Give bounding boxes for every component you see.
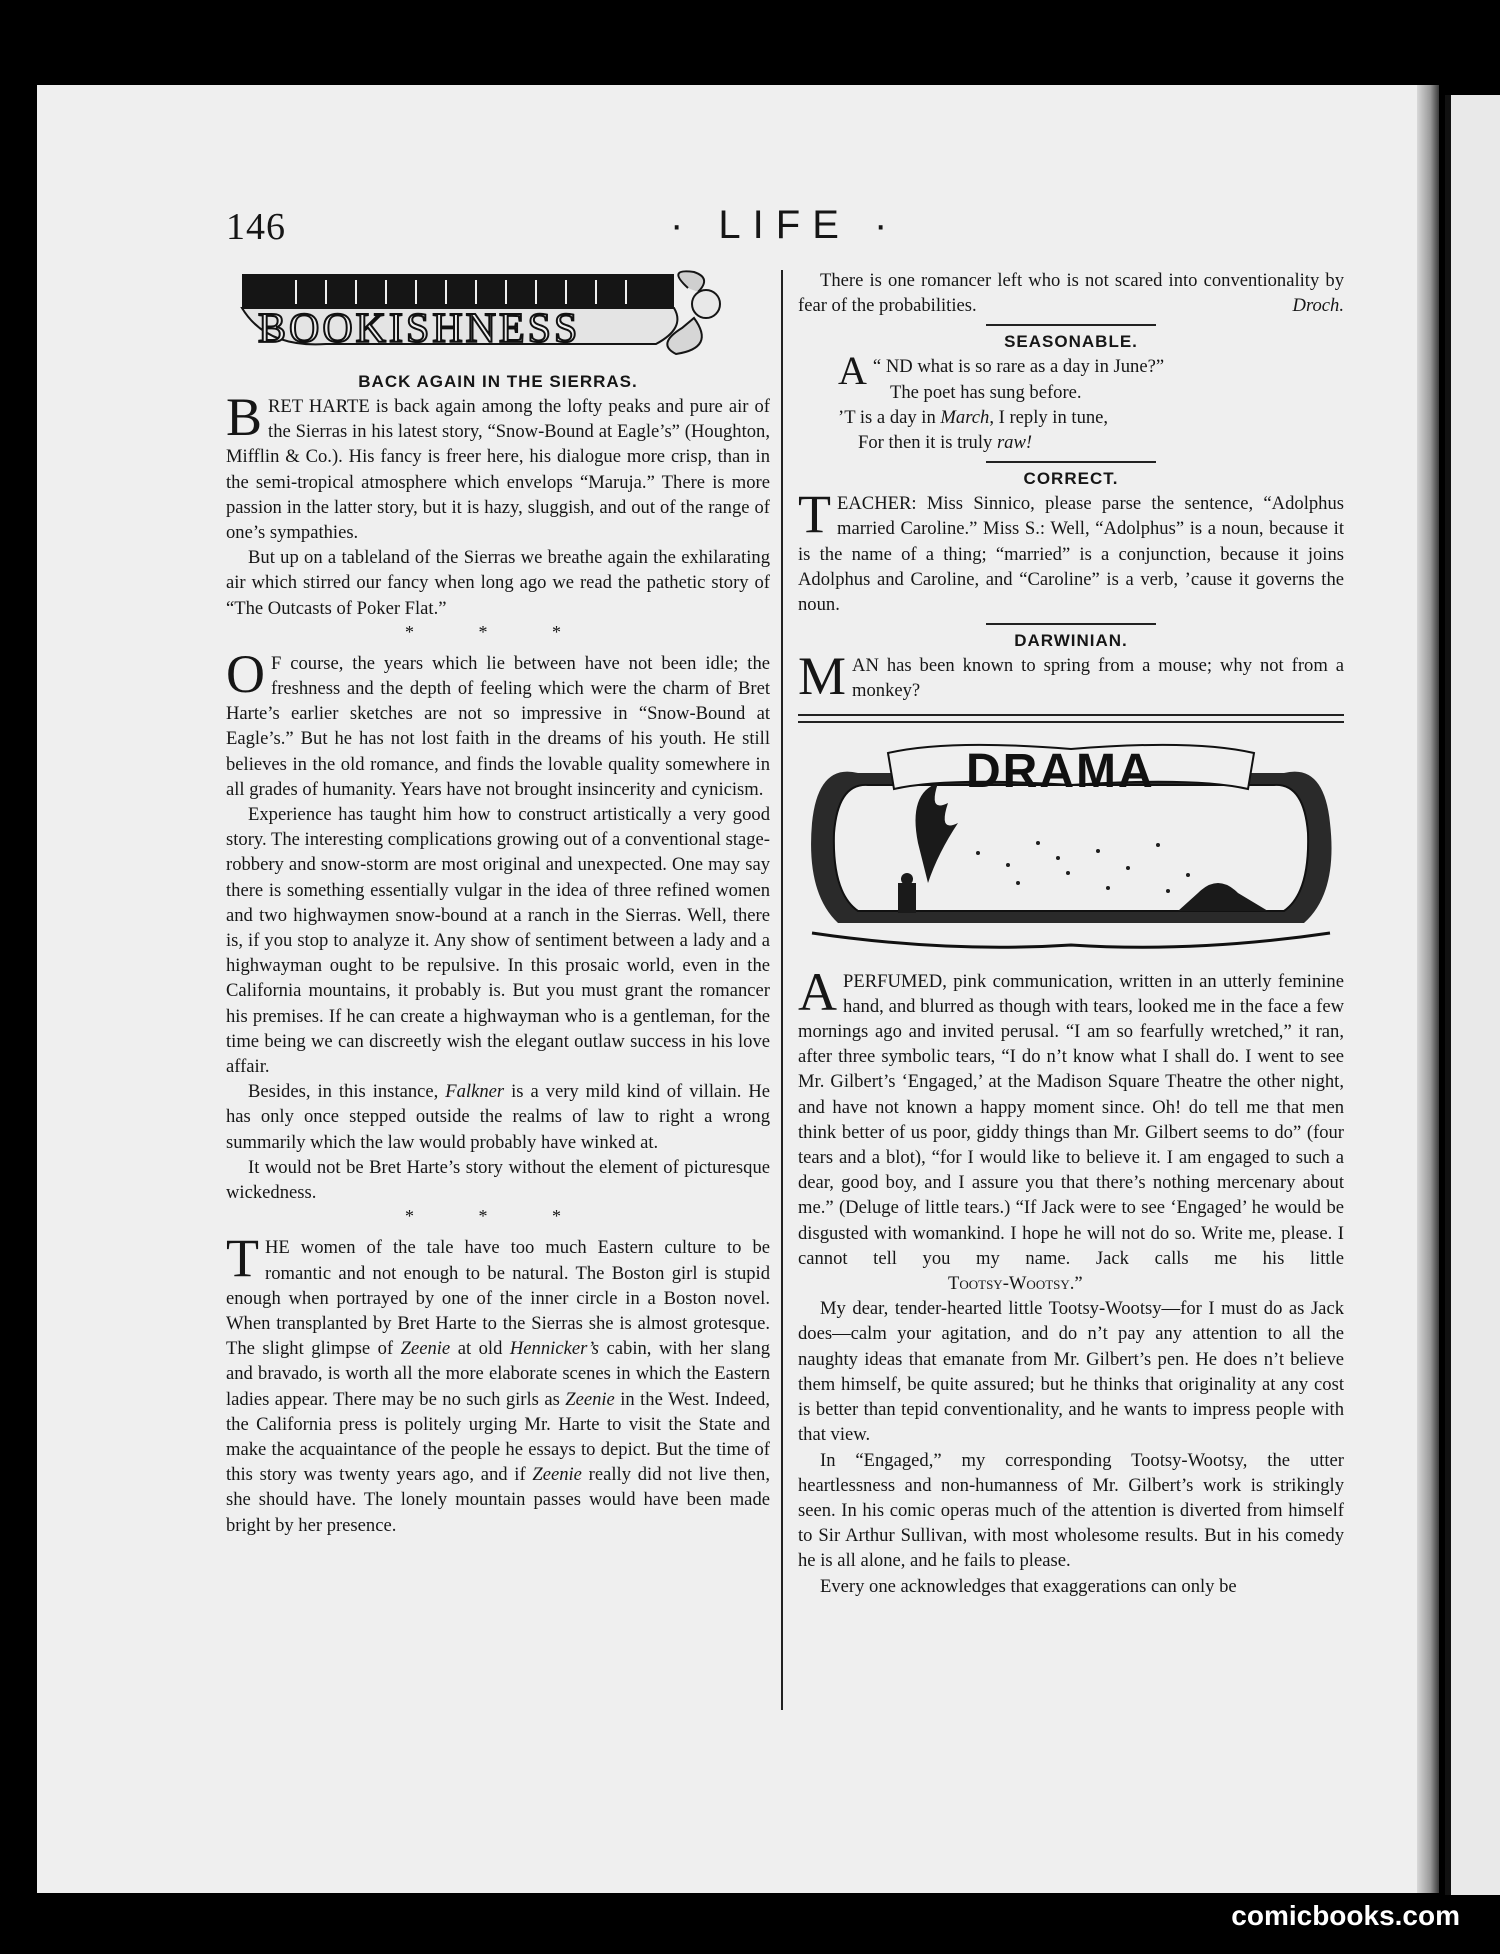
heading-seasonable: SEASONABLE.: [1004, 332, 1138, 352]
bookishness-banner-text: BOOKISHNESS: [258, 306, 581, 352]
short-rule: [986, 623, 1156, 625]
poem-line: ’T is a day in March, I reply in tune,: [838, 406, 1109, 428]
paragraph: But up on a tableland of the Sierras we breathe again the exhilarating air which stirred our fancy when long ago we read the pathetic story of “The Outcasts of Poker Flat.”: [226, 547, 770, 619]
drop-cap: A: [798, 961, 837, 1022]
right-column: [798, 268, 1344, 1599]
paragraph: TEACHER: Miss Sinnico, please parse the sentence, “Adolphus married Caroline.” Miss S.: Well, “Adolphus” is a noun, because it is the name of a thing; “married” is a conjunction, because it joins Adolphus and Caroline, and “Caroline” is a verb, ’cause it governs the noun.: [798, 484, 1344, 616]
heading-darwinian: DARWINIAN.: [1014, 631, 1128, 651]
left-column: [226, 268, 770, 1538]
watermark: comicbooks.com: [1231, 1900, 1460, 1931]
poem-line: The poet has sung before.: [890, 381, 1082, 403]
drop-cap: T: [226, 1228, 259, 1289]
drop-cap: A: [838, 348, 867, 394]
page-number: 146: [226, 206, 286, 248]
poem: [798, 348, 1344, 455]
paragraph: It would not be Bret Harte’s story without the element of picturesque wickedness.: [226, 1156, 770, 1204]
double-rule: [798, 714, 1344, 723]
adjacent-page-edge: [1445, 95, 1500, 1895]
signature: Tootsy-Wootsy.”: [948, 1273, 1083, 1295]
short-rule: [986, 324, 1156, 326]
section-heading-sierras: BACK AGAIN IN THE SIERRAS.: [358, 372, 638, 391]
poem-line: For then it is truly raw!: [858, 432, 1033, 454]
paragraph: My dear, tender-hearted little Tootsy-Wootsy—for I must do as Jack does—calm your agitation, and do n’t pay any attention to all the naughty ideas that emanate from Mr. Gilbert’s pen. He does n’t believe them himself, be quite assured; but he thinks that originality at any cost is better than tepid conventionality, and he wants to impress people with that view.: [798, 1298, 1344, 1446]
bookishness-banner: [236, 268, 736, 364]
drama-banner-text: DRAMA: [966, 744, 1155, 798]
drop-cap: B: [226, 387, 263, 447]
paragraph: THE women of the tale have too much Eastern culture to be romantic and not enough to be natural. The Boston girl is stupid enough when portrayed by one of the inner circle in a Boston novel. When transplanted by Bret Harte to the Sierras she is almost grotesque. The slight glimpse of Zeenie at old Hennicker’s cabin, with her slang and bravado, is worth all the more elaborate scenes in which the Eastern ladies appear. There may be no such girls as Zeenie in the West. Indeed, the California press is politely urging Mr. Harte to visit the State and make the acquaintance of the people he essays to depict. But the time of this story was twenty years ago, and if Zeenie really did not live then, she should have. The lonely mountain passes would have been made bright by her presence.: [226, 1228, 771, 1536]
paragraph: In “Engaged,” my corresponding Tootsy-Wootsy, the utter heartlessness and non-humanness of Mr. Gilbert’s work is strikingly seen. In his comic operas much of the attention is diverted from himself to Sir Arthur Sullivan, with most wholesome results. But in his comedy he is all alone, and he fails to please.: [798, 1449, 1344, 1572]
drop-cap: T: [798, 484, 831, 545]
paragraph: APERFUMED, pink communication, written in an utterly feminine hand, and blurred as though with tears, looked me in the face a few mornings ago and invited perusal. “I am so fearfully wretched,” it ran, after three symbolic tears, “I do n’t know what I shall do. I went to see Mr. Gilbert’s ‘Engaged,’ at the Madison Square Theatre the other night, and have not known a happy moment since. Oh! do tell me that men think better of us poor, giddy things than Mr. Gilbert seems to do” (four tears and a blot), “for I would like to believe it. I am engaged to such a dear, good boy, and I assure you that there’s nothing mercenary about me.” (Deluge of little tears.) “If Jack were to see ‘Engaged’ he would be disgusted with womankind. I hope he will not do so. Write me, please. I cannot tell you my name. Jack calls me his little Tootsy-Wootsy.”: [798, 961, 1344, 1295]
short-rule: [986, 461, 1156, 463]
column-divider: [781, 270, 783, 1710]
page-spine: [1417, 85, 1439, 1893]
paragraph: MAN has been known to spring from a mouse; why not from a monkey?: [798, 646, 1344, 707]
poem-line: “ A ND what is so rare as a day in June?”: [838, 348, 1165, 394]
drop-cap: O: [226, 643, 265, 704]
paragraph: Every one acknowledges that exaggerations can only be: [820, 1575, 1237, 1597]
magazine-title: · LIFE ·: [670, 203, 900, 247]
section-break-stars: * * *: [405, 1206, 591, 1227]
drama-banner: [798, 733, 1344, 959]
section-break-stars: * * *: [405, 621, 591, 642]
drop-cap: M: [798, 646, 847, 707]
heading-correct: CORRECT.: [1023, 469, 1119, 489]
signature: Droch.: [1292, 295, 1344, 317]
paragraph: Besides, in this instance, Falkner is a very mild kind of villain. He has only once stepped outside the realms of law to right a wrong summarily which the law would probably have winked at.: [226, 1081, 770, 1153]
paragraph: There is one romancer left who is not scared into conventionality by fear of the probabilities. Droch.: [798, 268, 1344, 318]
paragraph: BRET HARTE is back again among the lofty peaks and pure air of the Sierras in his latest story, “Snow-Bound at Eagle’s” (Houghton, Mifflin & Co.). His fancy is freer here, his dialogue more crisp, than in the semi-tropical atmosphere which envelops “Maruja.” There is more passion in the latter story, but it is hazy, sluggish, and out of the range of one’s sympathies.: [226, 387, 770, 544]
paragraph: Experience has taught him how to construct artistically a very good story. The interesting complications growing out of a conventional stage-robbery and snow-storm are most original and unexpected. One may say there is something essentially vulgar in the idea of three refined women and two highwaymen snow-bound at a ranch in the Sierras. Well, there is, if you stop to analyze it. Any show of sentiment between a lady and a highwayman ought to be repulsive. In this prosaic world, even in the California mountains, it probably is. But you must grant the romancer his premises. If he can create a highwayman who is a gentleman, for the time being we can discreetly wish the elegant outlaw success in his love affair.: [226, 804, 770, 1078]
paragraph: O F course, the years which lie between have not been idle; the freshness and the depth of feeling which were the charm of Bret Harte’s earlier sketches are not so impressive in “Snow-Bound at Eagle’s.” But he has not lost faith in the dreams of his youth. He still believes in the old romance, and finds the lovable quality somewhere in all grades of humanity. Years have not brought insincerity and cynicism.: [226, 643, 770, 800]
